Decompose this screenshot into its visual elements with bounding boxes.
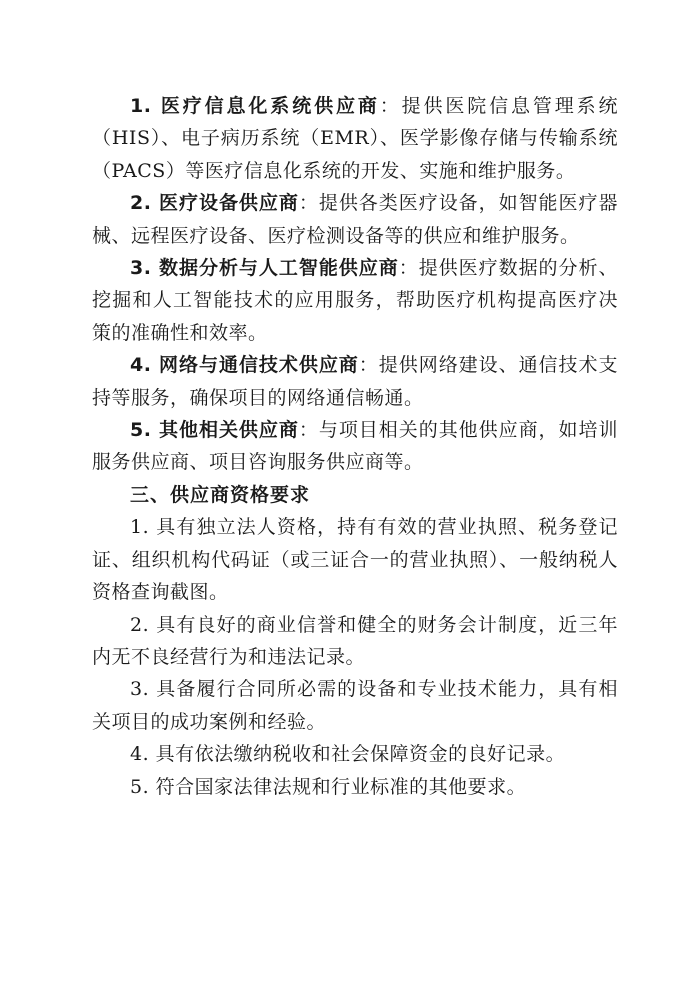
supplier-item-3-desc: 提供医疗数据的分析、挖掘和人工智能技术的应用服务，帮助医疗机构提高医疗决策的准确性和效率。 <box>92 257 618 344</box>
supplier-item-2 <box>92 187 618 252</box>
supplier-item-1 <box>92 90 618 187</box>
requirement-item-5: 5. 符合国家法律法规和行业标准的其他要求。 <box>130 775 527 798</box>
section-heading: 三、供应商资格要求 <box>130 483 311 506</box>
supplier-item-1-desc: 提供医院信息管理系统（HIS）、电子病历系统（EMR）、医学影像存储与传输系统（PACS）等医疗信息化系统的开发、实施和维护服务。 <box>92 95 618 182</box>
supplier-item-3 <box>92 252 618 349</box>
requirement-item-1: 1. 具有独立法人资格，持有有效的营业执照、税务登记证、组织机构代码证（或三证合一的营业执照）、一般纳税人资格查询截图。 <box>92 516 618 604</box>
supplier-item-4 <box>92 349 618 414</box>
supplier-item-5-sep: ： <box>298 419 319 442</box>
supplier-item-3-title: 3. 数据分析与人工智能供应商 <box>130 257 399 280</box>
supplier-item-4-sep: ： <box>358 354 379 377</box>
supplier-item-1-sep: ： <box>379 95 402 117</box>
supplier-item-3-sep: ： <box>398 257 419 280</box>
supplier-item-2-desc: 提供各类医疗设备，如智能医疗器械、远程医疗设备、医疗检测设备等的供应和维护服务。 <box>92 192 618 247</box>
supplier-item-2-sep: ： <box>298 192 319 215</box>
requirement-item-2: 2. 具有良好的商业信誉和健全的财务会计制度，近三年内无不良经营行为和违法记录。 <box>92 613 618 668</box>
supplier-item-1-title: 1. 医疗信息化系统供应商 <box>130 95 380 117</box>
supplier-item-5-title: 5. 其他相关供应商 <box>130 419 299 442</box>
requirement-item-4: 4. 具有依法缴纳税收和社会保障资金的良好记录。 <box>130 743 566 766</box>
supplier-item-4-desc: 提供网络建设、通信技术支持等服务，确保项目的网络通信畅通。 <box>92 354 618 409</box>
requirement-item-3: 3. 具备履行合同所必需的设备和专业技术能力，具有相关项目的成功案例和经验。 <box>92 678 618 733</box>
supplier-item-5-desc: 与项目相关的其他供应商，如培训服务供应商、项目咨询服务供应商等。 <box>92 419 618 474</box>
supplier-item-5 <box>92 414 618 479</box>
supplier-item-4-title: 4. 网络与通信技术供应商 <box>130 354 359 377</box>
document-body <box>92 90 618 803</box>
supplier-item-2-title: 2. 医疗设备供应商 <box>130 192 299 215</box>
